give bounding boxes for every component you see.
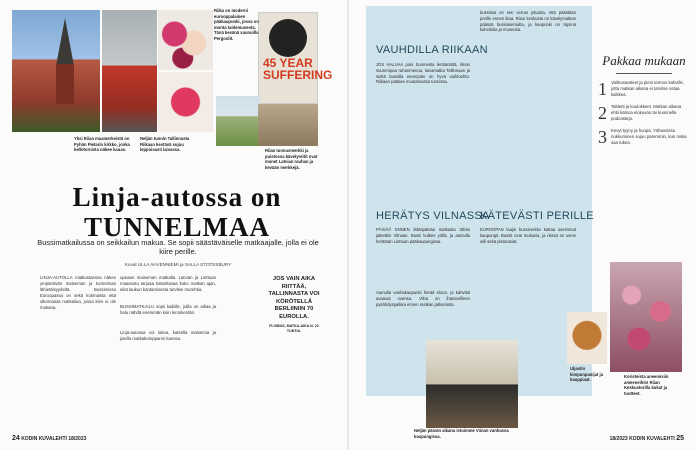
spire-shape: [56, 18, 74, 66]
packing-tip: [598, 80, 690, 98]
tower-shape: [56, 64, 74, 104]
packing-sidebar: [598, 54, 690, 146]
church-photo: [12, 10, 100, 132]
tram-photo: [102, 10, 157, 132]
footer-left: [12, 436, 86, 442]
packing-tip: [598, 104, 690, 122]
market-photo: [426, 340, 518, 428]
packing-tip: [598, 128, 690, 146]
section-body-katevasti: EUROOPAN laajin bussiverkko kattaa useimmat kaupungit. Bussit ovat mukavia, ja niissä on usein wifi sekä pistorasiat.: [480, 227, 576, 244]
column-b: upeaan maiseman matkalla. Latvian ja Liettuan maaseutu tarjoaa katseltavaa koko matkan ajan, eikä laukun kantamisesta tarvitse murehtia.: [120, 275, 216, 292]
poster-photo: [258, 12, 333, 104]
page-gutter: [347, 0, 349, 450]
poster-text: 45 YEAR SUFFERING: [263, 56, 333, 82]
riga-text: bussissa on sen verran pituutta, että päästään perille ennen iltaa. Riian keskusta on kävelymatkan päässä bussiasemalta, ja kaupunki on täynnä kahviloita ja museoita.: [480, 10, 576, 33]
column-a: LINJA-AUTOLLA matkustaessa näkee ympäröivän maiseman ja tunnelman lähietäisyydeltä. Bussireissu Euroopassa on sekä kotimaista että ulkomaista matkailua, jossa kiire ei ole mukana.: [40, 275, 116, 310]
tip-text: Tabletti ja kuulokkeet. Matkan aikana ehtii katsoa elokuvan tai kuunnella podcasteja.: [611, 104, 682, 121]
footer-left-text: KODIN KUVALEHTI 18/2023: [21, 436, 87, 442]
pull-quote: [262, 276, 326, 334]
section-title-katevasti: KÄTEVÄSTI PERILLE: [480, 210, 594, 222]
column-d: Linja-autossa voi lukea, katsella maisemia ja jutella matkakumppanin kanssa.: [120, 330, 216, 341]
gallery-photo: [258, 104, 318, 146]
tip-number: 1: [598, 79, 607, 99]
caption-modern: Riika on moderni eurooppalainen pääkaupunki, jossa on monta taidemuseota. Tänä kesänä vaunuilla Pergoolit.: [214, 8, 259, 41]
packing-divider: [616, 73, 672, 74]
section-body-vauhdilla: JOS HALUAA pois Suomesta lentämättä, ilman suurempaa rahanmenoa, laivamatka Tallinnaan ja sieltä bussilla eteenpäin on hyvä vaihtoehto. Riikaan pääsee muutamassa tunnissa.: [376, 62, 470, 85]
caption-bread: Uljastin kimpunpanijat ja kauppiaat.: [570, 366, 604, 383]
poster-figure: [269, 19, 307, 57]
caption-church: Yksi Riian maamerkeistä on Pyhän Pietarin kirkko, jonka kellotornista näkee kauas.: [74, 136, 130, 153]
tip-text: Vaihtovaatteet ja pieni termos kahville, jotta matkan aikana ei tarvitse ostaa kaikkea.: [611, 80, 685, 97]
pull-quote-sub: FLIXBUS, MATKA-AIKA N. 22 TUNTIA.: [269, 323, 319, 333]
tip-text: Kevyt tyyny ja huopa. Yöbussissa nukkuminen sujuu paremmin, kun niska saa tukea.: [611, 128, 687, 145]
headline: Linja-autossa on TUNNELMAA: [72, 182, 282, 242]
deck: Bussimatkailussa on seikkailun makua. Se sopii säästäväiselle matkaajalle, jolla ei ole kiire perille.: [37, 238, 319, 257]
tip-number: 3: [598, 127, 607, 147]
bread-photo: [567, 312, 607, 364]
section-title-heratys: HERÄTYS VILNASSA: [376, 210, 490, 222]
roses-photo: [610, 262, 682, 372]
section-body-continuation: Aamulla vanhakaupunki herää eloon, ja kahvilat avaavat ovensa. Vilna on ihanteellinen pysähdyspaikka ennen matkan jatkamista.: [376, 290, 470, 307]
page-number-left: 24: [12, 435, 20, 442]
pull-quote-text: JOS VAIN AIKA RIITTÄÄ, TALLINNASTA VOI KÖRÖTELLÄ BERLIINIIN 70 EUROLLA.: [268, 276, 320, 320]
caption-market: Neljän päivän aikana istuimme Viinan vanhassa kaupungissa.: [414, 428, 509, 439]
byline: Kuvat ULLA AHVENNIEMI ja SALLA STOTESBURY: [124, 262, 232, 267]
pergola-photo: [216, 96, 260, 146]
section-body-heratys: PÄIVÄÄ ENNEN lähtöpäivää matkasta tähän jatkettiin Vilnaan. Bussi kulkee yöllä, ja aamulla herätään Liettuan pääkaupungissa.: [376, 227, 470, 244]
heart-photo: [158, 72, 213, 132]
caption-ship: Neljän tunnin Tallinnasta Riikaan kestävä sujuu leppoisasti laivassa.: [140, 136, 190, 153]
column-c: BUSSIMATKAILU sopii kaikille, joilla on aikaa ja halu nähdä enemmän kuin lentokentän.: [120, 304, 216, 315]
footer-right-text: 18/2023 KODIN KUVALEHTI: [609, 436, 675, 442]
tip-number: 2: [598, 103, 607, 123]
section-title-vauhdilla: VAUHDILLA RIIKAAN: [376, 44, 488, 56]
page-number-right: 25: [676, 435, 684, 442]
caption-tallinn: Riian tunnusmerkki ja puistossa kävelyreitit ovat monet Latvian rauhan ja kevään merkkejä.: [265, 148, 318, 170]
footer-right: [610, 436, 684, 442]
fruit-photo: [158, 10, 213, 70]
caption-roses: Koristeista aneemisiin ameeneihin! Riian Keskustorilla kukat ja tuotteet.: [624, 374, 669, 396]
packing-title: Pakkaa mukaan: [602, 53, 686, 68]
